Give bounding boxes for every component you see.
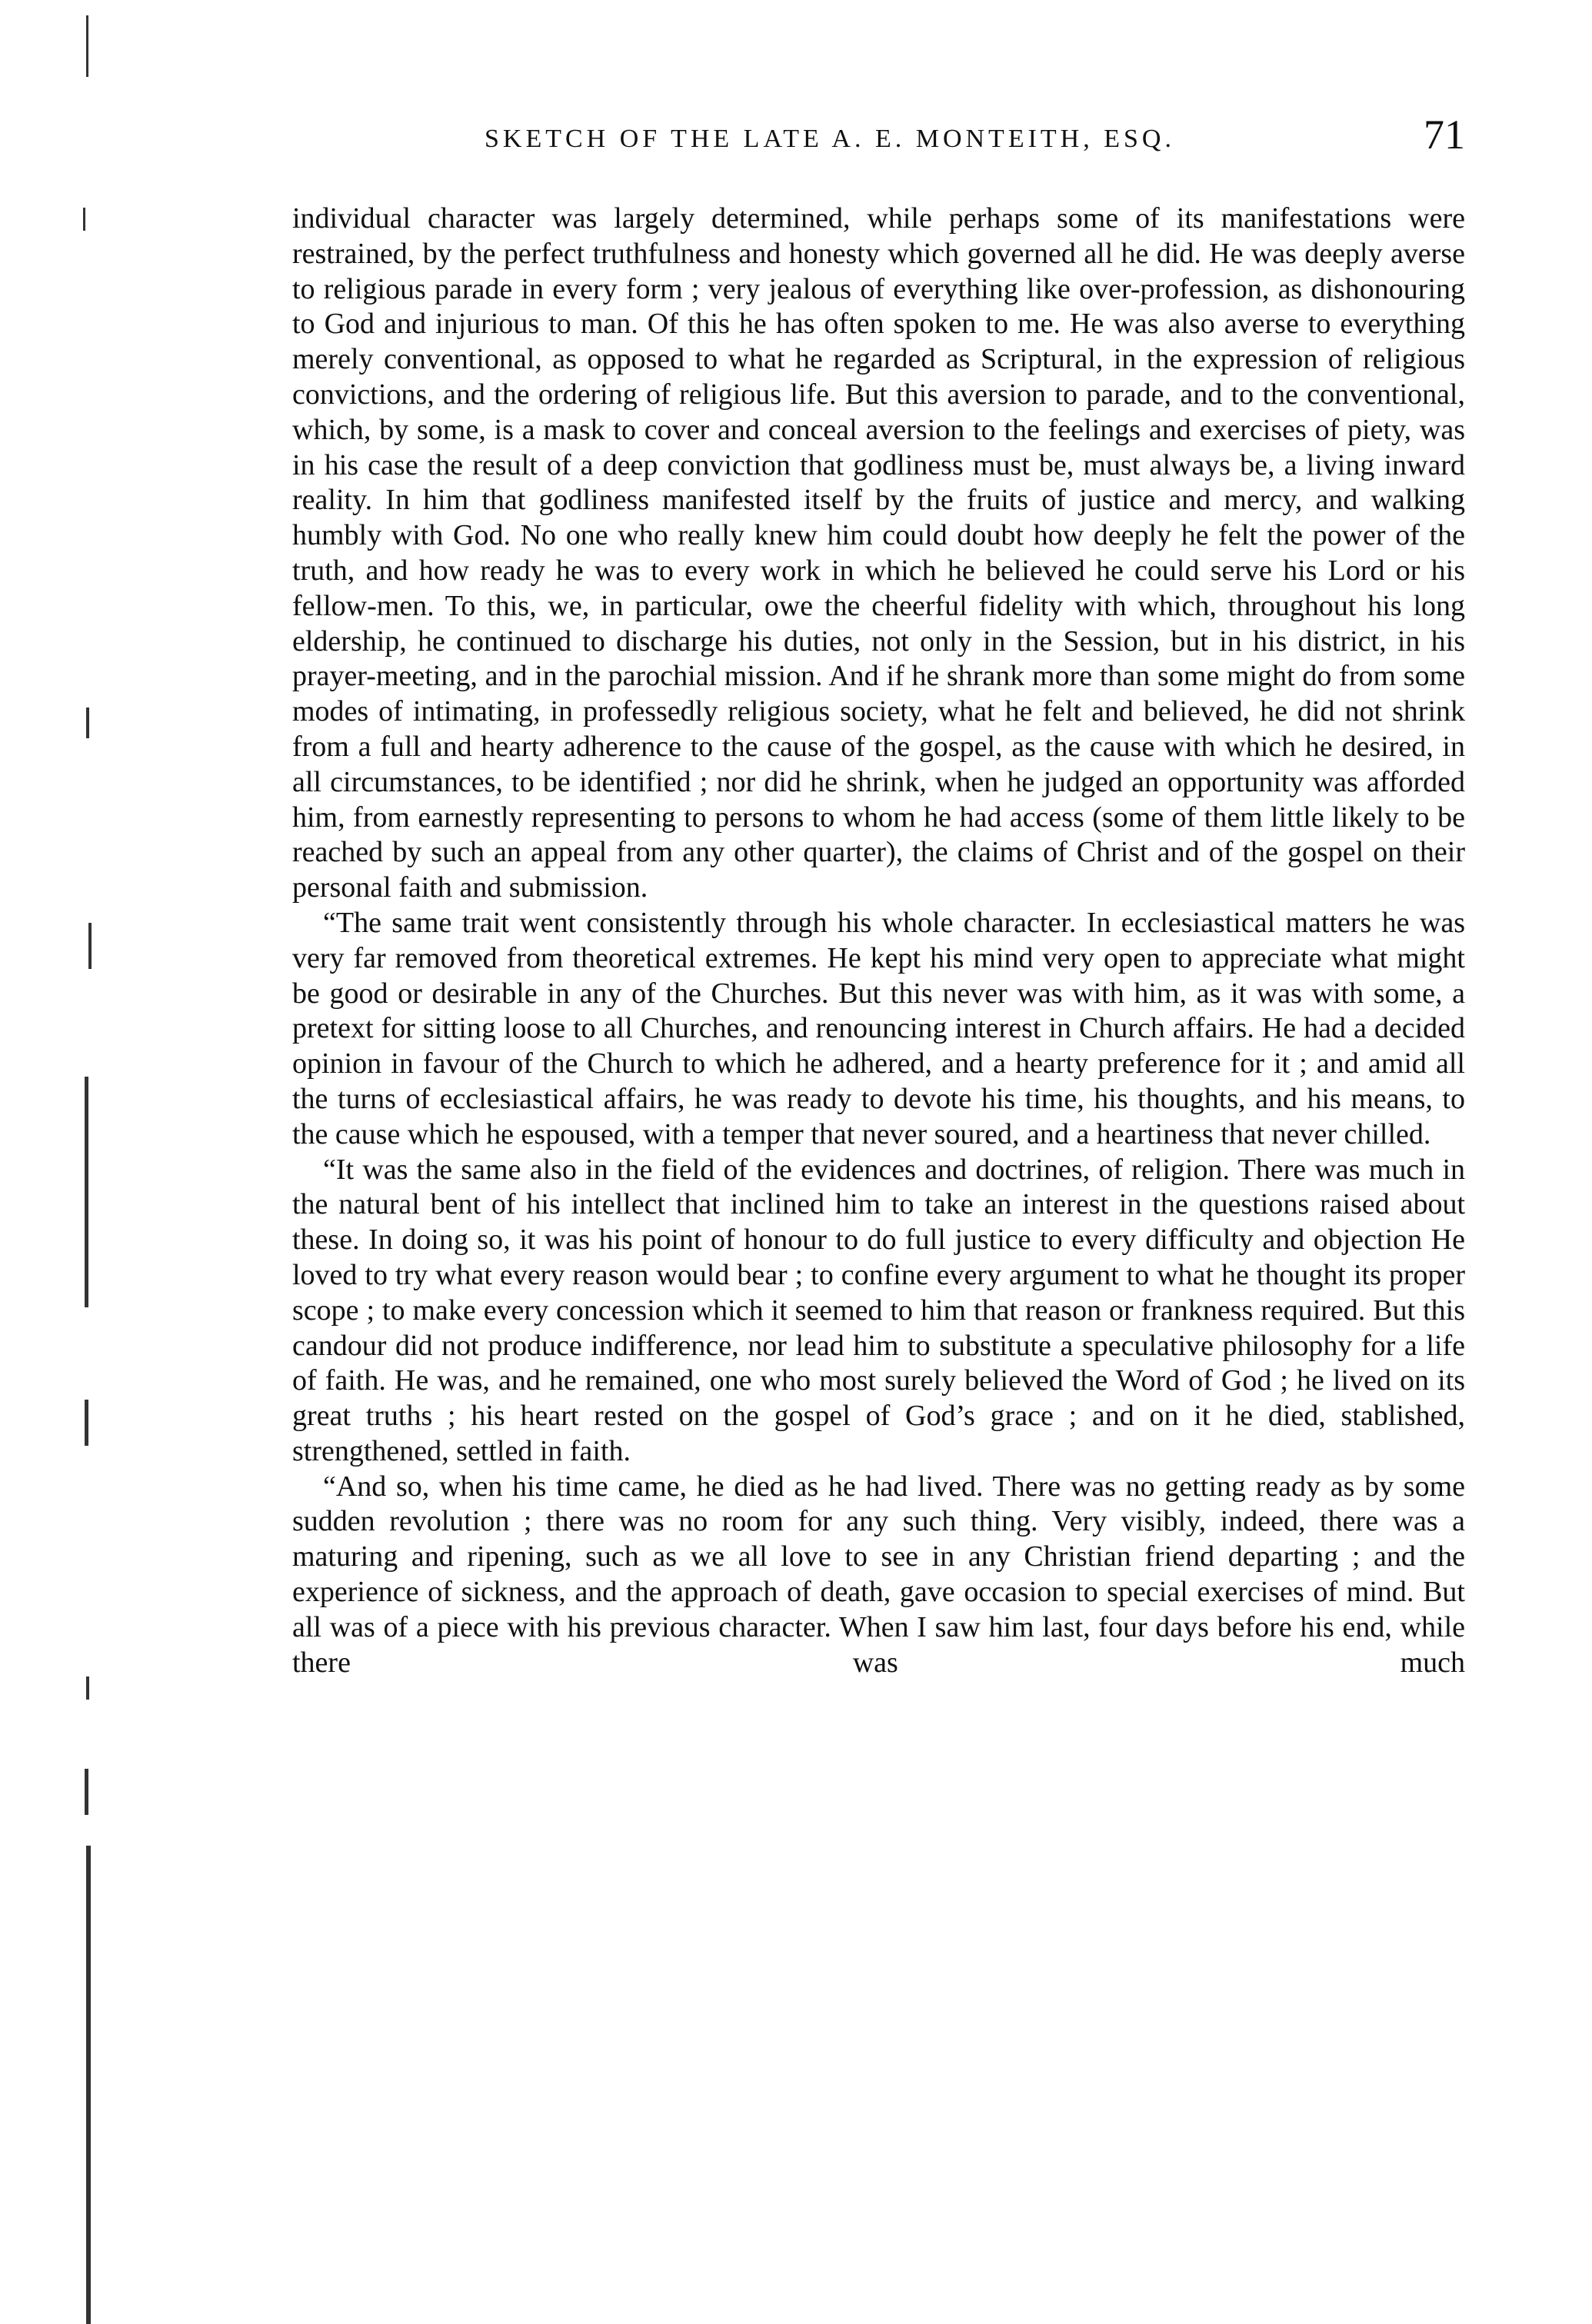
scan-mark [85, 1077, 88, 1307]
scan-mark [86, 15, 88, 77]
scan-mark [86, 1676, 89, 1700]
scan-mark [88, 923, 92, 969]
scan-mark [85, 1400, 88, 1446]
scan-mark [83, 208, 85, 231]
paragraph-3: “It was the same also in the field of the evidences and doctrines, of religion. There was much in the natural bent of his intellect that inclined him to take an interest in the questions raised about these. In doing so, it was his point of honour to do full justice to every difficulty and objection He loved to try what every reason would bear ; to confine every argument to what he thought its proper scope ; to make every concession which it seemed to him that reason or frankness required. But this candour did not produce indifference, nor lead him to substitute a speculative philosophy for a life of faith. He was, and he remained, one who most surely believed the Word of God ; he lived on its great truths ; his heart rested on the gospel of God’s grace ; and on it he died, stablished, strengthened, settled in faith. [292, 1153, 1465, 1467]
scan-mark [86, 708, 89, 738]
running-head: SKETCH OF THE LATE A. E. MONTEITH, ESQ. [485, 125, 1175, 153]
body-text [292, 201, 1465, 1680]
page-header [292, 108, 1465, 177]
page-number: 71 [1424, 112, 1465, 158]
paragraph-4: “And so, when his time came, he died as he had lived. There was no getting ready as by some sudden revolution ; there was no room for any such thing. Very visibly, indeed, there was a maturing and ripening, such as we all love to see in any Christian friend departing ; and the experience of sickness, and the approach of death, gave occasion to special exercises of mind. But all was of a piece with his previous character. When I saw him last, four days before his end, while there was much [292, 1470, 1465, 1679]
scan-margin-marks [0, 0, 108, 2324]
scan-mark [85, 1769, 88, 1815]
paragraph-1: individual character was largely determined, while perhaps some of its manifestations were restrained, by the perfect truthfulness and honesty which governed all he did. He was deeply averse to religious parade in every form ; very jealous of everything like over-profession, as dishonouring to God and injurious to man. Of this he has often spoken to me. He was also averse to everything merely conventional, as opposed to what he regarded as Scriptural, in the expression of religious convictions, and the ordering of religious life. But this aversion to parade, and to the conventional, which, by some, is a mask to cover and conceal aversion to the feelings and exercises of piety, was in his case the result of a deep conviction that godliness must be, must always be, a living inward reality. In him that godliness manifested itself by the fruits of justice and mercy, and walking humbly with God. No one who really knew him could doubt how deeply he felt the power of the truth, and how ready he was to every work in which he believed he could serve his Lord or his fellow-men. To this, we, in particular, owe the cheerful fidelity with which, throughout his long eldership, he continued to discharge his duties, not only in the Session, but in his district, in his prayer-meeting, and in the parochial mission. And if he shrank more than some might do from some modes of intimating, in professedly religious society, what he felt and believed, he did not shrink from a full and hearty adherence to the cause of the gospel, as the cause with which he desired, in all circumstances, to be identified ; nor did he shrink, when he judged an opportunity was afforded him, from earnestly representing to persons to whom he had access (some of them little likely to be reached by such an appeal from any other quarter), the claims of Christ and of the gospel on their personal faith and submission. [292, 202, 1465, 904]
scan-mark [86, 1846, 91, 2324]
paragraph-2: “The same trait went consistently through his whole character. In ecclesiastical matters he was very far removed from theoretical extremes. He kept his mind very open to appreciate what might be good or desirable in any of the Churches. But this never was with him, as it was with some, a pretext for sitting loose to all Churches, and renouncing interest in Church affairs. He had a decided opinion in favour of the Church to which he adhered, and a hearty preference for it ; and amid all the turns of ecclesiastical affairs, he was ready to devote his time, his thoughts, and his means, to the cause which he espoused, with a temper that never soured, and a heartiness that never chilled. [292, 906, 1465, 1150]
